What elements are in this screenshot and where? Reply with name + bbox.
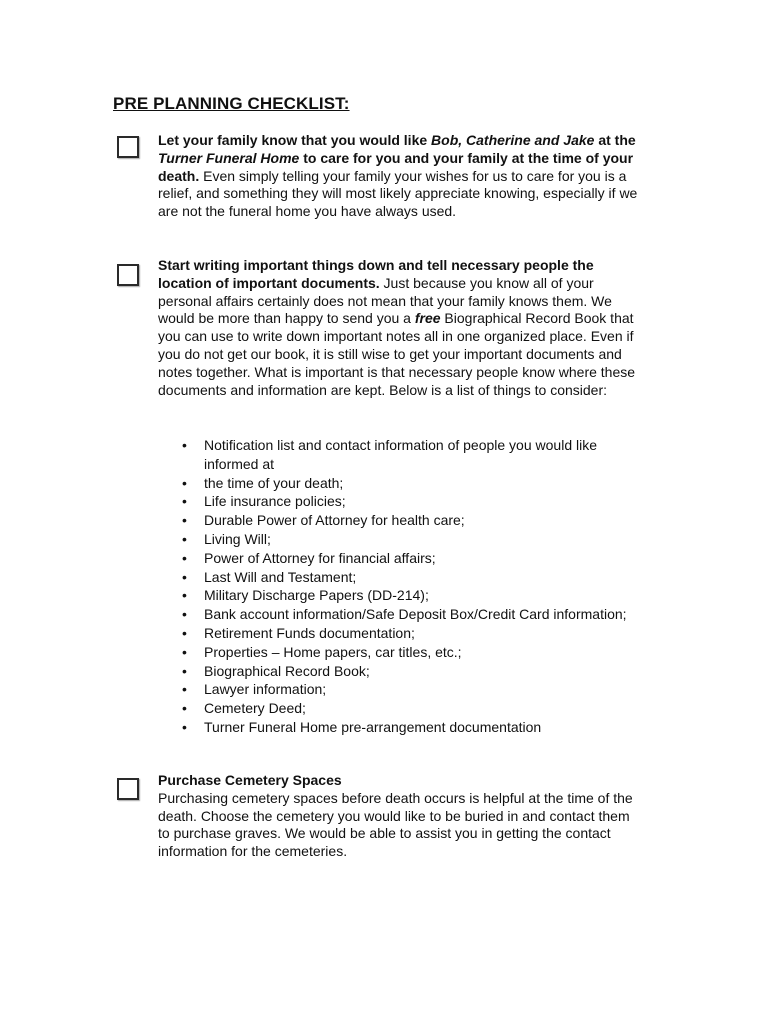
item2-free: free (414, 310, 441, 327)
list-item: • the time of your death; (182, 474, 642, 493)
checkbox-tell-family[interactable] (117, 136, 139, 158)
list-item: • Biographical Record Book; (182, 662, 642, 681)
list-item: • Power of Attorney for financial affairs; (182, 549, 642, 568)
list-item: • Retirement Funds documentation; (182, 624, 642, 643)
item1-text-b: at the (594, 132, 636, 148)
item1-text-a: Let your family know that you would like (158, 132, 432, 148)
item3-heading: Purchase Cemetery Spaces (158, 772, 342, 788)
list-item: • Properties – Home papers, car titles, etc.; (182, 643, 642, 662)
item3-body: Purchasing cemetery spaces before death occurs is helpful at the time of the death. Choose the cemetery you would like to be buried in and contact them to purchase graves. We would be able to assist you in getting the contact information for the cemeteries. (158, 789, 633, 860)
checklist-item-cemetery-spaces (158, 772, 644, 861)
item1-funeral-home: Turner Funeral Home (158, 149, 300, 166)
item2-body-a: Just because you know all of your personal affairs certainly does not mean that your family knows them. We would be more than happy to send you a (158, 274, 612, 327)
item2-heading: Start writing important things down and tell necessary people the location of important documents. (158, 257, 594, 291)
item2-body-b: Biographical Record Book that you can use to write down important notes all in one organized place. Even if you do not get our book, it is still wise to get your important documents and notes together. What is important is that necessary people know where these documents and information are kept. Below is a list of things to consider: (158, 310, 636, 398)
page-title: PRE PLANNING CHECKLIST: (113, 94, 350, 113)
item1-directors: Bob, Catherine and Jake (431, 132, 595, 148)
list-item: • Cemetery Deed; (182, 699, 642, 718)
item1-text-c: to care for you and your family at the time of your death. (158, 149, 634, 184)
list-item: • Turner Funeral Home pre-arrangement documentation (182, 718, 642, 737)
list-item: • Military Discharge Papers (DD-214); (182, 586, 642, 605)
checklist-item-tell-family (158, 132, 644, 221)
list-item: • Life insurance policies; (182, 492, 642, 511)
item1-body: Even simply telling your family your wishes for us to care for you is a relief, and something they will most likely appreciate knowing, especially if we are not the funeral home you have always used. (158, 167, 638, 220)
list-item: • Bank account information/Safe Deposit Box/Credit Card information; (182, 605, 642, 624)
checkbox-cemetery-spaces[interactable] (117, 778, 139, 800)
checkbox-important-documents[interactable] (117, 264, 139, 286)
checklist-item-important-documents (158, 257, 648, 399)
list-item: • Lawyer information; (182, 680, 642, 699)
documents-list (182, 436, 642, 737)
list-item: • Living Will; (182, 530, 642, 549)
list-item: • Durable Power of Attorney for health care; (182, 511, 642, 530)
list-item: • Notification list and contact information of people you would like informed at (182, 436, 642, 474)
list-item: • Last Will and Testament; (182, 568, 642, 587)
